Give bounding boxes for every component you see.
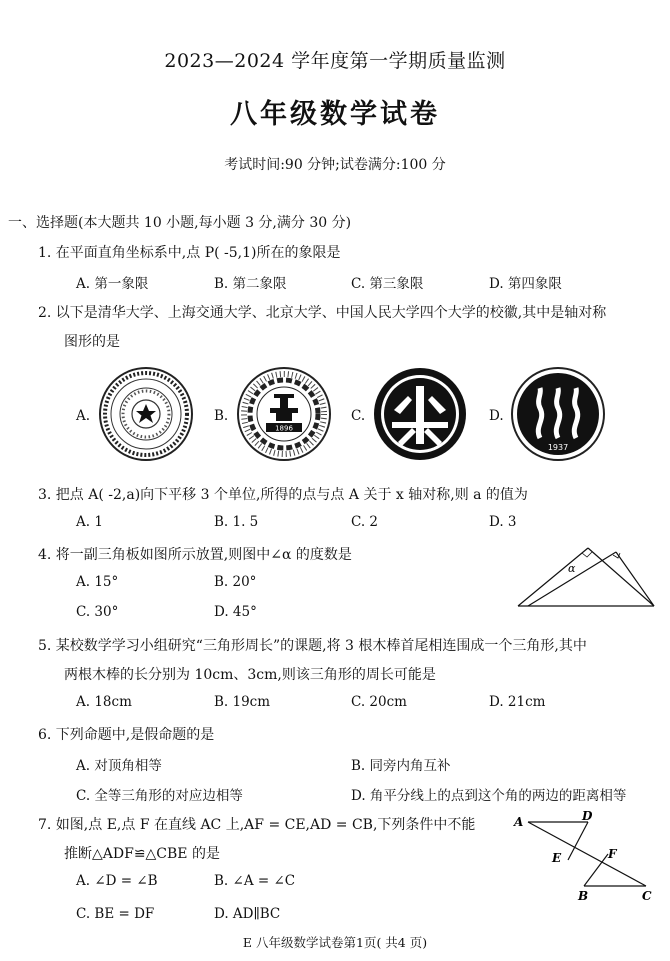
tsinghua-logo-icon [98,366,194,462]
point-e-label: E [552,851,562,865]
question-5-line1: 5. 某校数学学习小组研究“三角形周长”的课题,将 3 根木棒首尾相连围成一个三角形,其中 [38,638,587,654]
q4-option-a: A. 15° [76,574,119,590]
exam-header: 2023—2024 学年度第一学期质量监测 [164,50,506,72]
point-f-label: F [608,847,617,861]
sjtu-year: 1896 [275,424,293,433]
q5-option-a: A. 18cm [76,694,132,710]
ruc-year: 1937 [547,443,569,452]
question-5-line2: 两根木棒的长分别为 10cm、3cm,则该三角形的周长可能是 [64,667,436,683]
q4-option-c: C. 30° [76,604,119,620]
q5-option-c: C. 20cm [351,694,407,710]
exam-info: 考试时间:90 分钟;试卷满分:100 分 [224,157,446,173]
q2-label-d: D. [489,408,504,424]
q3-option-a: A. 1 [76,514,103,530]
sjtu-logo-icon [236,366,332,462]
exam-title: 八年级数学试卷 [230,99,440,130]
q1-option-a: A. 第一象限 [76,276,149,292]
q6-option-c: C. 全等三角形的对应边相等 [76,788,243,804]
q7-option-b: B. ∠A = ∠C [214,873,296,889]
q3-option-b: B. 1. 5 [214,514,259,530]
q6-option-d: D. 角平分线上的点到这个角的两边的距离相等 [351,788,627,804]
point-c-label: C [642,889,652,903]
point-b-label: B [578,889,589,903]
question-7-line2: 推断△ADF≌△CBE 的是 [64,846,220,862]
q6-option-a: A. 对顶角相等 [76,758,162,774]
alpha-label: α [568,562,576,575]
q5-option-d: D. 21cm [489,694,546,710]
q6-option-b: B. 同旁内角互补 [351,758,451,774]
q7-option-d: D. AD∥BC [214,906,281,922]
q1-option-c: C. 第三象限 [351,276,424,292]
triangle-set-diagram [514,544,660,614]
q2-label-c: C. [351,408,366,424]
q7-option-c: C. BE = DF [76,906,155,922]
q3-option-c: C. 2 [351,514,379,530]
q2-label-a: A. [76,408,91,424]
question-2-line2: 图形的是 [64,334,120,350]
point-d-label: D [582,810,593,823]
q2-label-b: B. [214,408,229,424]
ruc-logo-icon [510,366,606,462]
question-4: 4. 将一副三角板如图所示放置,则图中∠α 的度数是 [38,547,352,563]
pku-logo-icon [372,366,468,462]
q1-option-d: D. 第四象限 [489,276,562,292]
question-3: 3. 把点 A( -2,a)向下平移 3 个单位,所得的点与点 A 关于 x 轴对称,则 a 的值为 [38,487,528,503]
q4-option-b: B. 20° [214,574,257,590]
page-footer: E 八年级数学试卷第1页( 共4 页) [242,935,428,950]
question-1: 1. 在平面直角坐标系中,点 P( -5,1)所在的象限是 [38,245,341,261]
question-7-line1: 7. 如图,点 E,点 F 在直线 AC 上,AF = CE,AD = CB,下列条件中不能 [38,817,476,833]
question-2-line1: 2. 以下是清华大学、上海交通大学、北京大学、中国人民大学四个大学的校徽,其中是轴对称 [38,305,607,321]
congruent-triangles-diagram [510,810,660,910]
q5-option-b: B. 19cm [214,694,271,710]
section-heading: 一、选择题(本大题共 10 小题,每小题 3 分,满分 30 分) [8,215,352,231]
question-6: 6. 下列命题中,是假命题的是 [38,727,215,743]
q1-option-b: B. 第二象限 [214,276,287,292]
point-a-label: A [514,815,524,829]
q4-option-d: D. 45° [214,604,257,620]
q3-option-d: D. 3 [489,514,517,530]
q7-option-a: A. ∠D = ∠B [76,873,158,889]
